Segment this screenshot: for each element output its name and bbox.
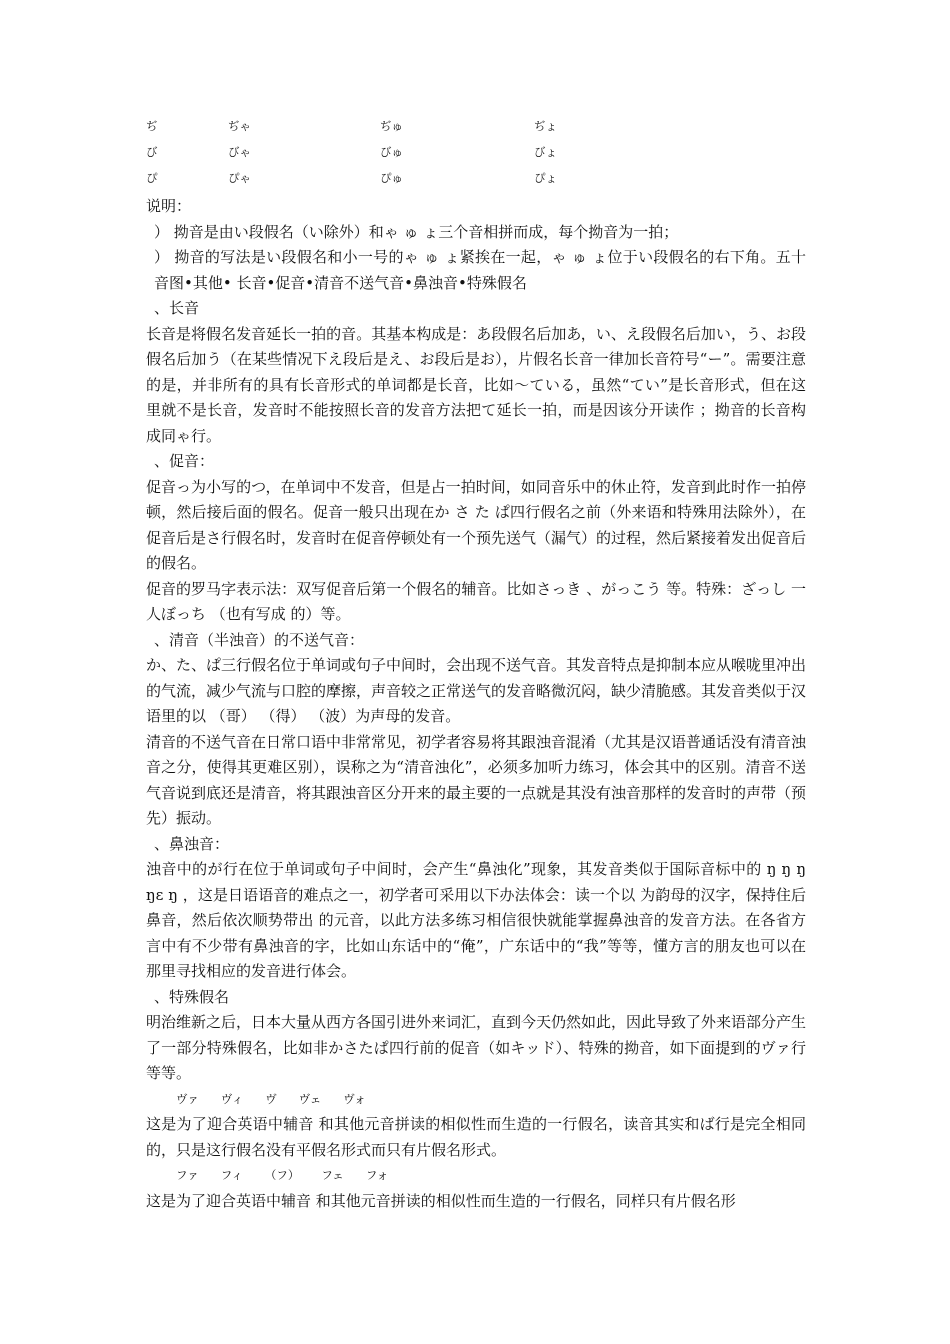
kana-cell: ぢ: [146, 119, 158, 133]
kana-cell: ぢょ: [534, 119, 557, 133]
note-item-2: ） 拗音的写法是い段假名和小一号的ゃ ゅ ょ紧挨在一起，ゃ ゅ ょ位于い段假名的右下角。五十音图•其他• 长音•促音•清音不送气音•鼻浊音•特殊假名: [154, 248, 806, 292]
paragraph-fa: 这是为了迎合英语中辅音 和其他元音拼读的相似性而生造的一行假名，同样只有片假名形: [146, 1191, 736, 1210]
section-heading-long-vowel: 、长音: [154, 299, 200, 317]
va-kana: ヴィ: [220, 1091, 244, 1106]
kana-cell: びょ: [534, 145, 557, 159]
section-heading-special-kana: 、特殊假名: [154, 987, 230, 1006]
va-kana: ヴェ: [298, 1091, 322, 1106]
va-kana: ヴァ: [176, 1091, 199, 1106]
paragraph-unaspirated-1: か、た、ぱ三行假名位于单词或句子中间时，会出现不送气音。其发音特点是抑制本应从喉咙里冲出的气流，减少气流与口腔的摩擦，声音较之正常送气的发音略微沉闷，缺少清脆感。其发音类似于汉语里的以 （哥） （得） （波）为声母的发音。: [146, 656, 807, 725]
kana-cell: び: [146, 145, 158, 159]
kana-cell: ぴゅ: [380, 171, 403, 185]
section-heading-nasal: 、鼻浊音：: [154, 834, 230, 853]
fa-kana: （フ）: [264, 1168, 300, 1182]
fa-kana: ファ: [176, 1168, 199, 1182]
fa-kana: フェ: [321, 1168, 344, 1182]
kana-row: [146, 118, 646, 144]
paragraph-sokuon-romaji: 促音的罗马字表示法：双写促音后第一个假名的辅音。比如さっき 、がっこう 等。特殊：ざっし 一人ぼっち （也有写成 的）等。: [146, 579, 806, 623]
va-kana: ヴォ: [343, 1091, 366, 1106]
note-heading: 说明：: [146, 197, 192, 215]
body-text: [146, 194, 806, 1214]
kana-row: [146, 144, 646, 170]
kana-cell: ぴょ: [534, 171, 557, 185]
fa-kana: フォ: [365, 1168, 389, 1182]
kana-cell: ぢゅ: [380, 119, 403, 133]
paragraph-long-vowel: 长音是将假名发音延长一拍的音。其基本构成是：あ段假名后加あ，い、え段假名后加い，う、お段假名后加う（在某些情况下え段后是え、お段后是お），片假名长音一律加长音符号“ー”。需要注意的是，并非所有的具有长音形式的单词都是长音，比如～ている，虽然“てい”是长音形式，但在这里就不是长音，发音时不能按照长音的发音方法把て延长一拍，而是因该分开读作 ；拗音的长音构成同ゃ行。: [146, 324, 806, 445]
paragraph-sokuon: 促音っ为小写的つ，在单词中不发音，但是占一拍时间，如同音乐中的休止符，发音到此时作一拍停顿，然后接后面的假名。促音一般只出现在か さ た ぱ四行假名之前（外来语和特殊用法除外），在促音后是さ行假名时，发音时在促音停顿处有一个预先送气（漏气）的过程，然后紧接着发出促音后的假名。: [146, 477, 807, 572]
kana-table: [146, 118, 646, 196]
kana-cell: びゅ: [380, 145, 403, 159]
kana-cell: びゃ: [228, 145, 251, 159]
va-row: [146, 1087, 806, 1113]
paragraph-nasal: 浊音中的が行在位于单词或句子中间时，会产生“鼻浊化”现象，其发音类似于国际音标中的 ŋ ŋ ŋ ŋɛ ŋ ，这是日语语音的难点之一，初学者可采用以下办法体会：读一个以 为韵母的汉字，保持住后鼻音，然后依次顺势带出 的元音，以此方法多练习相信很快就能掌握鼻浊音的发音方法。在各省方言中有不少带有鼻浊音的字，比如山东话中的“俺”，广东话中的“我”等等，懂方言的朋友也可以在那里寻找相应的发音进行体会。: [146, 860, 806, 980]
section-heading-sokuon: 、促音：: [154, 452, 215, 470]
kana-cell: ぴゃ: [228, 171, 251, 185]
paragraph-va: 这是为了迎合英语中辅音 和其他元音拼读的相似性而生造的一行假名，读音其实和ば行是完全相同的，只是这行假名没有平假名形式而只有片假名形式。: [146, 1115, 806, 1159]
va-kana: ヴ: [265, 1091, 277, 1106]
fa-row: [146, 1163, 806, 1189]
fa-kana: フィ: [220, 1168, 243, 1182]
paragraph-special-kana: 明治维新之后，日本大量从西方各国引进外来词汇，直到今天仍然如此，因此导致了外来语部分产生了一部分特殊假名，比如非かさたぱ四行前的促音（如キッド）、特殊的拗音，如下面提到的ヴァ行等等。: [146, 1013, 807, 1082]
note-item-1: ） 拗音是由い段假名（い除外）和ゃ ゅ ょ三个音相拼而成，每个拗音为一拍；: [154, 222, 679, 241]
paragraph-unaspirated-2: 清音的不送气音在日常口语中非常常见，初学者容易将其跟浊音混淆（尤其是汉语普通话没有清音浊音之分，使得其更难区别），误称之为“清音浊化”，必须多加听力练习，体会其中的区别。清音不送气音说到底还是清音，将其跟浊音区分开来的最主要的一点就是其没有浊音那样的发音时的声带（预先）振动。: [146, 732, 807, 827]
kana-cell: ぢゃ: [228, 119, 251, 133]
kana-cell: ぴ: [146, 171, 158, 185]
kana-row: [146, 170, 646, 196]
section-heading-unaspirated: 、清音（半浊音）的不送气音：: [154, 630, 365, 649]
